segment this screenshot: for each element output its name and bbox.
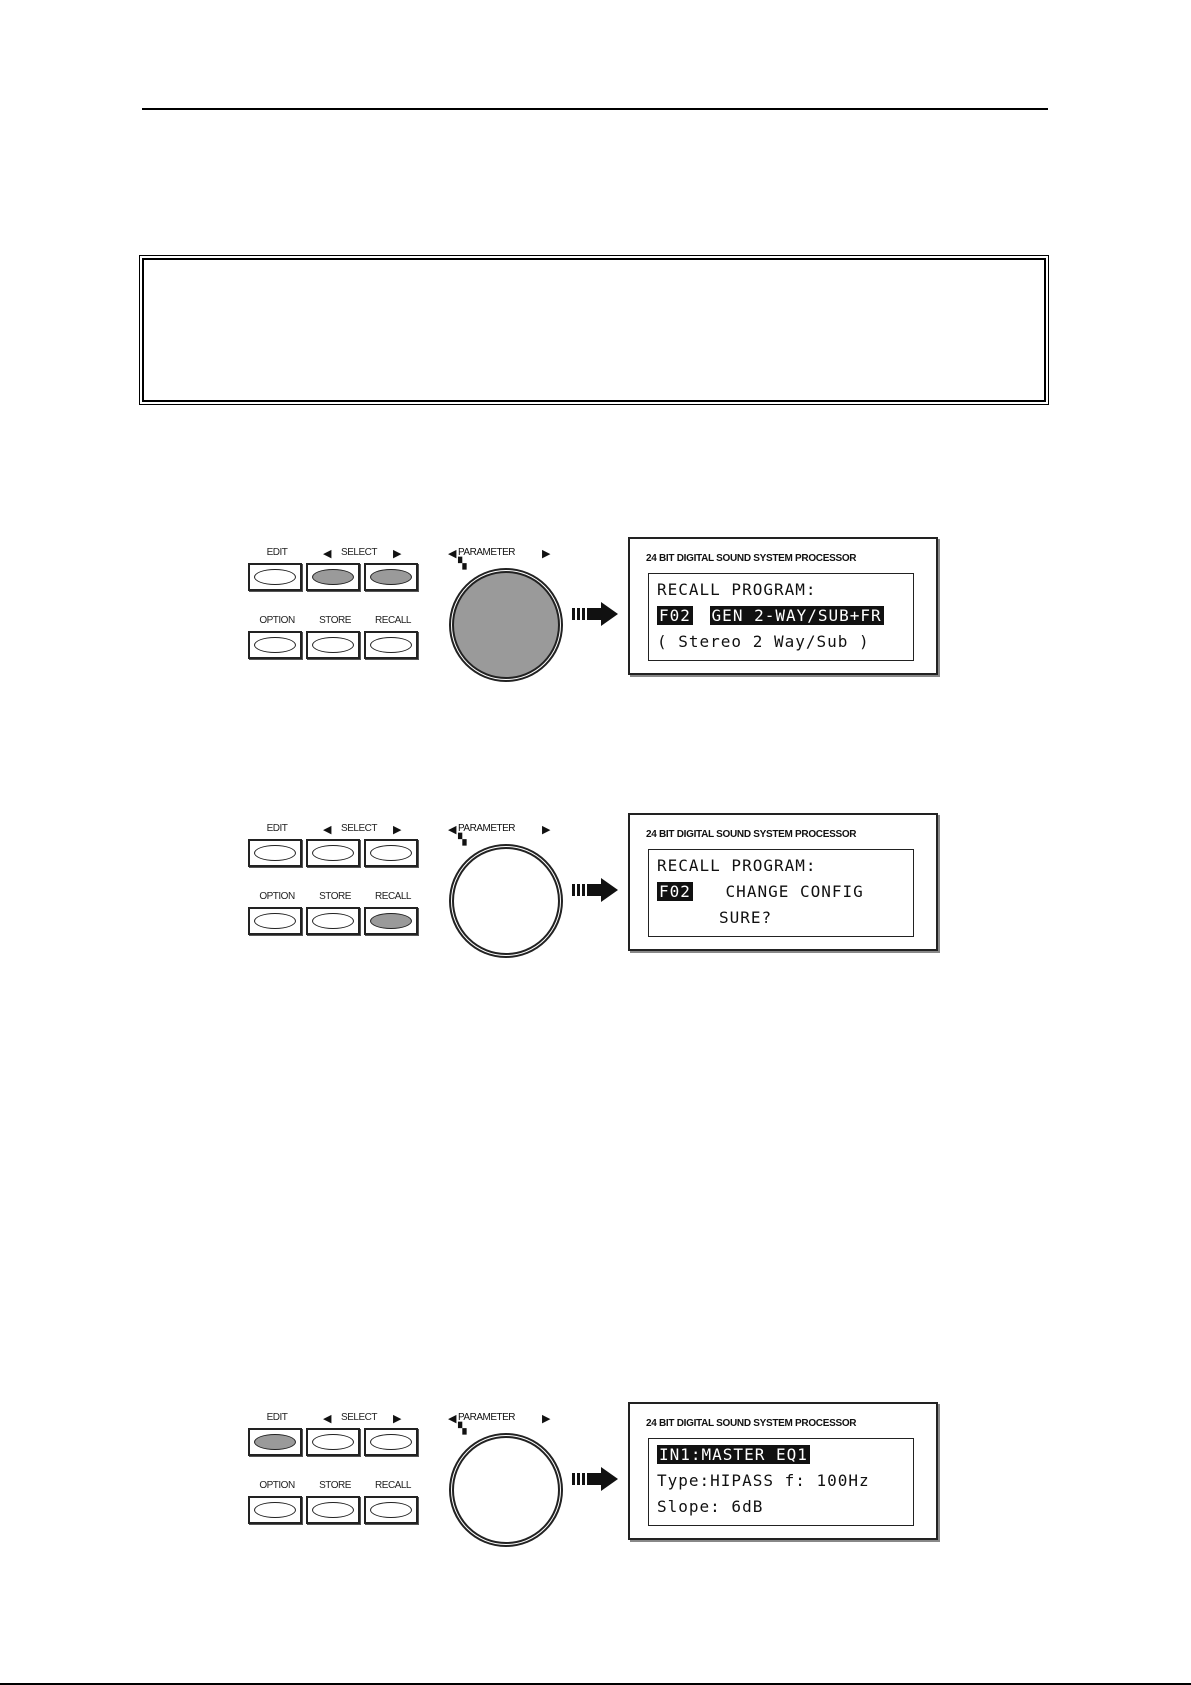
lcd-line-3: ( Stereo 2 Way/Sub ) <box>657 632 870 651</box>
parameter-right-arrow-icon: ▶ <box>542 823 551 836</box>
lcd-line-3: Slope: 6dB <box>657 1497 764 1516</box>
select-left-button[interactable] <box>306 839 360 867</box>
processor-display <box>628 813 938 951</box>
select-right-arrow-icon: ▶ <box>393 823 402 836</box>
knob-marker-icon: ▚ <box>458 557 467 570</box>
select-right-button[interactable] <box>364 563 418 591</box>
result-arrow-icon <box>572 1467 620 1491</box>
select-right-button[interactable] <box>364 839 418 867</box>
confirm-text: CHANGE CONFIG <box>725 882 864 901</box>
store-label: STORE <box>319 891 351 902</box>
parameter-label: PARAMETER <box>458 1412 515 1423</box>
figure-change-config <box>248 811 948 961</box>
parameter-left-arrow-icon: ◀ <box>448 547 457 560</box>
display-title: 24 BIT DIGITAL SOUND SYSTEM PROCESSOR <box>646 829 857 840</box>
option-button[interactable] <box>248 1496 302 1524</box>
result-arrow-icon <box>572 878 620 902</box>
top-rule <box>142 108 1048 110</box>
store-label: STORE <box>319 615 351 626</box>
knob-marker-icon: ▚ <box>458 833 467 846</box>
edit-button[interactable] <box>248 563 302 591</box>
select-label: SELECT <box>341 1412 377 1423</box>
lcd-line-2: Type:HIPASS f: 100Hz <box>657 1471 870 1490</box>
program-code: F02 <box>659 882 691 901</box>
recall-button[interactable] <box>364 631 418 659</box>
lcd-line-1: RECALL PROGRAM: <box>657 580 817 599</box>
edit-button[interactable] <box>248 839 302 867</box>
display-title: 24 BIT DIGITAL SOUND SYSTEM PROCESSOR <box>646 1418 857 1429</box>
lcd-screen <box>648 849 914 937</box>
select-right-arrow-icon: ▶ <box>393 547 402 560</box>
parameter-label: PARAMETER <box>458 547 515 558</box>
recall-label: RECALL <box>375 1480 411 1491</box>
edit-label: EDIT <box>266 1412 288 1423</box>
recall-button[interactable] <box>364 1496 418 1524</box>
figure-recall-program <box>248 535 948 685</box>
parameter-knob[interactable] <box>452 1436 560 1544</box>
parameter-knob[interactable] <box>452 847 560 955</box>
lcd-screen <box>648 573 914 661</box>
program-code: F02 <box>659 606 691 625</box>
select-label: SELECT <box>341 547 377 558</box>
store-button[interactable] <box>306 1496 360 1524</box>
parameter-right-arrow-icon: ▶ <box>542 1412 551 1425</box>
recall-label: RECALL <box>375 615 411 626</box>
parameter-label: PARAMETER <box>458 823 515 834</box>
option-label: OPTION <box>259 1480 295 1491</box>
edit-label: EDIT <box>266 823 288 834</box>
select-right-arrow-icon: ▶ <box>393 1412 402 1425</box>
program-name: GEN 2-WAY/SUB+FR <box>711 606 882 625</box>
figure-edit-eq <box>248 1400 948 1550</box>
option-button[interactable] <box>248 907 302 935</box>
processor-display <box>628 537 938 675</box>
select-left-button[interactable] <box>306 1428 360 1456</box>
store-button[interactable] <box>306 907 360 935</box>
select-left-arrow-icon: ◀ <box>323 1412 332 1425</box>
eq-header: IN1:MASTER EQ1 <box>659 1445 808 1464</box>
recall-label: RECALL <box>375 891 411 902</box>
knob-marker-icon: ▚ <box>458 1422 467 1435</box>
select-right-button[interactable] <box>364 1428 418 1456</box>
edit-button[interactable] <box>248 1428 302 1456</box>
lcd-line-3: SURE? <box>719 908 773 927</box>
lcd-line-1: RECALL PROGRAM: <box>657 856 817 875</box>
parameter-right-arrow-icon: ▶ <box>542 547 551 560</box>
store-button[interactable] <box>306 631 360 659</box>
option-label: OPTION <box>259 615 295 626</box>
processor-display <box>628 1402 938 1540</box>
store-label: STORE <box>319 1480 351 1491</box>
select-left-arrow-icon: ◀ <box>323 547 332 560</box>
select-label: SELECT <box>341 823 377 834</box>
option-label: OPTION <box>259 891 295 902</box>
parameter-left-arrow-icon: ◀ <box>448 823 457 836</box>
parameter-left-arrow-icon: ◀ <box>448 1412 457 1425</box>
result-arrow-icon <box>572 602 620 626</box>
select-left-arrow-icon: ◀ <box>323 823 332 836</box>
recall-button[interactable] <box>364 907 418 935</box>
display-title: 24 BIT DIGITAL SOUND SYSTEM PROCESSOR <box>646 553 857 564</box>
select-left-button[interactable] <box>306 563 360 591</box>
edit-label: EDIT <box>266 547 288 558</box>
lcd-screen <box>648 1438 914 1526</box>
parameter-knob[interactable] <box>452 571 560 679</box>
note-box <box>142 258 1046 402</box>
option-button[interactable] <box>248 631 302 659</box>
